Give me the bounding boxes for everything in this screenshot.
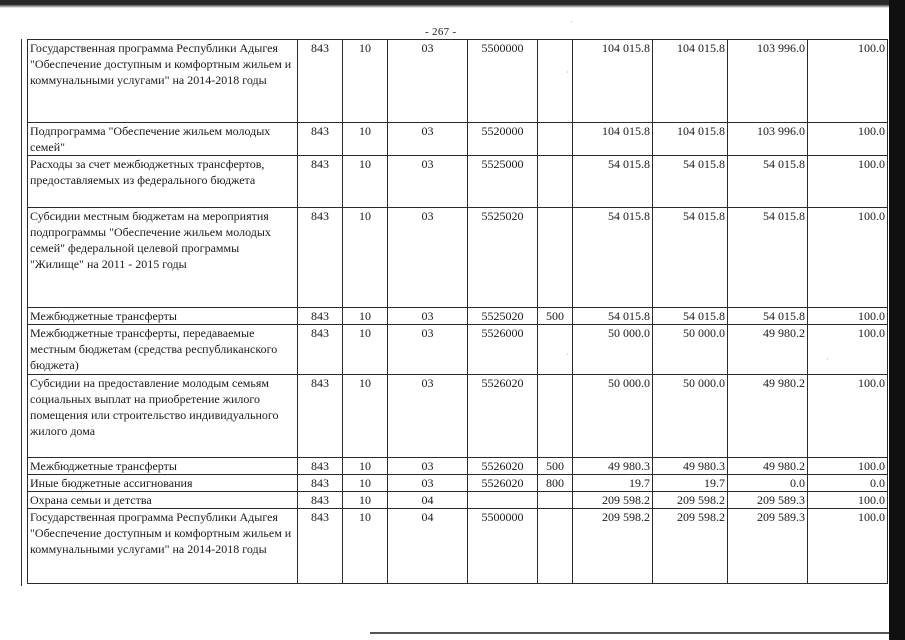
cell-vr <box>538 375 573 458</box>
cell-percent: 100.0 <box>808 40 888 123</box>
cell-value-1: 209 598.2 <box>573 492 653 509</box>
cell-percent: 100.0 <box>808 123 888 156</box>
cell-pr: 03 <box>388 308 468 325</box>
cell-rz: 10 <box>343 123 388 156</box>
cell-rz: 10 <box>343 475 388 492</box>
table-row <box>28 475 888 492</box>
cell-name: Подпрограмма "Обеспечение жильем молодых семей" <box>28 123 298 156</box>
table-row <box>28 123 888 156</box>
cell-value-3: 103 996.0 <box>728 123 808 156</box>
cell-value-1: 50 000.0 <box>573 325 653 375</box>
cell-value-1: 49 980.3 <box>573 458 653 475</box>
table-row <box>28 492 888 509</box>
cell-percent: 100.0 <box>808 156 888 208</box>
cell-ved: 843 <box>298 156 343 208</box>
cell-percent: 100.0 <box>808 325 888 375</box>
scan-speck: · <box>566 68 569 77</box>
table-row <box>28 458 888 475</box>
cell-rz: 10 <box>343 308 388 325</box>
table-row <box>28 375 888 458</box>
cell-percent: 100.0 <box>808 308 888 325</box>
cell-vr <box>538 123 573 156</box>
cell-value-2: 50 000.0 <box>653 325 728 375</box>
cell-name: Расходы за счет межбюджетных трансфертов, предоставляемых из федерального бюджета <box>28 156 298 208</box>
cell-value-3: 54 015.8 <box>728 208 808 308</box>
cell-ved: 843 <box>298 123 343 156</box>
cell-value-2: 50 000.0 <box>653 375 728 458</box>
cell-value-2: 104 015.8 <box>653 40 728 123</box>
cell-ved: 843 <box>298 308 343 325</box>
table-body <box>28 40 888 584</box>
table-row <box>28 325 888 375</box>
cell-vr <box>538 40 573 123</box>
cell-value-3: 49 980.2 <box>728 375 808 458</box>
cell-name: Иные бюджетные ассигнования <box>28 475 298 492</box>
cell-rz: 10 <box>343 492 388 509</box>
cell-pr: 03 <box>388 375 468 458</box>
cell-pr: 03 <box>388 325 468 375</box>
cell-value-3: 209 589.3 <box>728 492 808 509</box>
cell-pr: 03 <box>388 40 468 123</box>
cell-csr: 5526020 <box>468 375 538 458</box>
cell-pr: 03 <box>388 208 468 308</box>
cell-value-2: 209 598.2 <box>653 509 728 584</box>
scan-speck: · <box>570 18 573 27</box>
cell-rz: 10 <box>343 509 388 584</box>
table-row <box>28 509 888 584</box>
cell-csr: 5526020 <box>468 458 538 475</box>
cell-rz: 10 <box>343 325 388 375</box>
cell-value-2: 104 015.8 <box>653 123 728 156</box>
cell-value-2: 54 015.8 <box>653 308 728 325</box>
cell-value-3: 54 015.8 <box>728 308 808 325</box>
scan-right-edge <box>889 0 905 640</box>
cell-rz: 10 <box>343 156 388 208</box>
cell-vr <box>538 156 573 208</box>
cell-name: Межбюджетные трансферты <box>28 308 298 325</box>
cell-name: Государственная программа Республики Адыгея "Обеспечение доступным и комфортным жильем и коммунальными услугами" на 2014-2018 годы <box>28 509 298 584</box>
table-row <box>28 40 888 123</box>
cell-name: Охрана семьи и детства <box>28 492 298 509</box>
cell-rz: 10 <box>343 375 388 458</box>
cell-vr <box>538 509 573 584</box>
cell-csr: 5525020 <box>468 208 538 308</box>
cell-value-3: 0.0 <box>728 475 808 492</box>
cell-csr: 5500000 <box>468 509 538 584</box>
budget-table <box>27 39 888 584</box>
cell-value-1: 54 015.8 <box>573 156 653 208</box>
cell-pr: 04 <box>388 492 468 509</box>
cell-percent: 100.0 <box>808 458 888 475</box>
cell-value-2: 54 015.8 <box>653 208 728 308</box>
cell-csr: 5525020 <box>468 308 538 325</box>
cell-csr: 5520000 <box>468 123 538 156</box>
cell-value-1: 50 000.0 <box>573 375 653 458</box>
cell-pr: 04 <box>388 509 468 584</box>
cell-vr: 800 <box>538 475 573 492</box>
table-row <box>28 156 888 208</box>
cell-rz: 10 <box>343 40 388 123</box>
cell-value-3: 49 980.2 <box>728 325 808 375</box>
cell-pr: 03 <box>388 123 468 156</box>
scan-speck: · <box>826 355 829 364</box>
cell-ved: 843 <box>298 325 343 375</box>
cell-name: Субсидии на предоставление молодым семьям социальных выплат на приобретение жилого помещения или строительство индивидуального жилого дома <box>28 375 298 458</box>
cell-value-1: 54 015.8 <box>573 308 653 325</box>
table-row <box>28 208 888 308</box>
cell-value-1: 104 015.8 <box>573 123 653 156</box>
cell-ved: 843 <box>298 40 343 123</box>
cell-percent: 0.0 <box>808 475 888 492</box>
cell-csr <box>468 492 538 509</box>
cell-value-1: 209 598.2 <box>573 509 653 584</box>
cell-ved: 843 <box>298 375 343 458</box>
cell-pr: 03 <box>388 458 468 475</box>
cell-vr <box>538 492 573 509</box>
cell-csr: 5500000 <box>468 40 538 123</box>
cell-vr <box>538 208 573 308</box>
cell-rz: 10 <box>343 208 388 308</box>
cell-value-1: 104 015.8 <box>573 40 653 123</box>
cell-value-3: 209 589.3 <box>728 509 808 584</box>
cell-value-3: 103 996.0 <box>728 40 808 123</box>
cell-value-3: 54 015.8 <box>728 156 808 208</box>
left-margin-rule <box>21 39 22 586</box>
cell-value-2: 209 598.2 <box>653 492 728 509</box>
bottom-rule <box>370 632 889 634</box>
cell-csr: 5526020 <box>468 475 538 492</box>
page-number: - 267 - <box>425 26 457 38</box>
cell-percent: 100.0 <box>808 375 888 458</box>
cell-name: Субсидии местным бюджетам на мероприятия подпрограммы "Обеспечение жильем молодых семей" федеральной целевой программы "Жилище" на 2011 - 2015 годы <box>28 208 298 308</box>
cell-pr: 03 <box>388 475 468 492</box>
cell-csr: 5525000 <box>468 156 538 208</box>
cell-name: Межбюджетные трансферты, передаваемые местным бюджетам (средства республиканского бюджета) <box>28 325 298 375</box>
scan-speck: · <box>566 350 569 359</box>
cell-value-2: 19.7 <box>653 475 728 492</box>
cell-percent: 100.0 <box>808 208 888 308</box>
cell-ved: 843 <box>298 509 343 584</box>
table-row <box>28 308 888 325</box>
cell-value-3: 49 980.2 <box>728 458 808 475</box>
cell-ved: 843 <box>298 458 343 475</box>
cell-vr: 500 <box>538 308 573 325</box>
cell-vr: 500 <box>538 458 573 475</box>
cell-value-2: 49 980.3 <box>653 458 728 475</box>
cell-pr: 03 <box>388 156 468 208</box>
scan-top-edge <box>0 0 905 8</box>
cell-ved: 843 <box>298 208 343 308</box>
cell-name: Государственная программа Республики Адыгея "Обеспечение доступным и комфортным жильем и коммунальными услугами" на 2014-2018 годы <box>28 40 298 123</box>
cell-value-2: 54 015.8 <box>653 156 728 208</box>
cell-value-1: 19.7 <box>573 475 653 492</box>
cell-ved: 843 <box>298 492 343 509</box>
cell-percent: 100.0 <box>808 492 888 509</box>
cell-csr: 5526000 <box>468 325 538 375</box>
cell-name: Межбюджетные трансферты <box>28 458 298 475</box>
cell-ved: 843 <box>298 475 343 492</box>
cell-value-1: 54 015.8 <box>573 208 653 308</box>
cell-percent: 100.0 <box>808 509 888 584</box>
cell-rz: 10 <box>343 458 388 475</box>
